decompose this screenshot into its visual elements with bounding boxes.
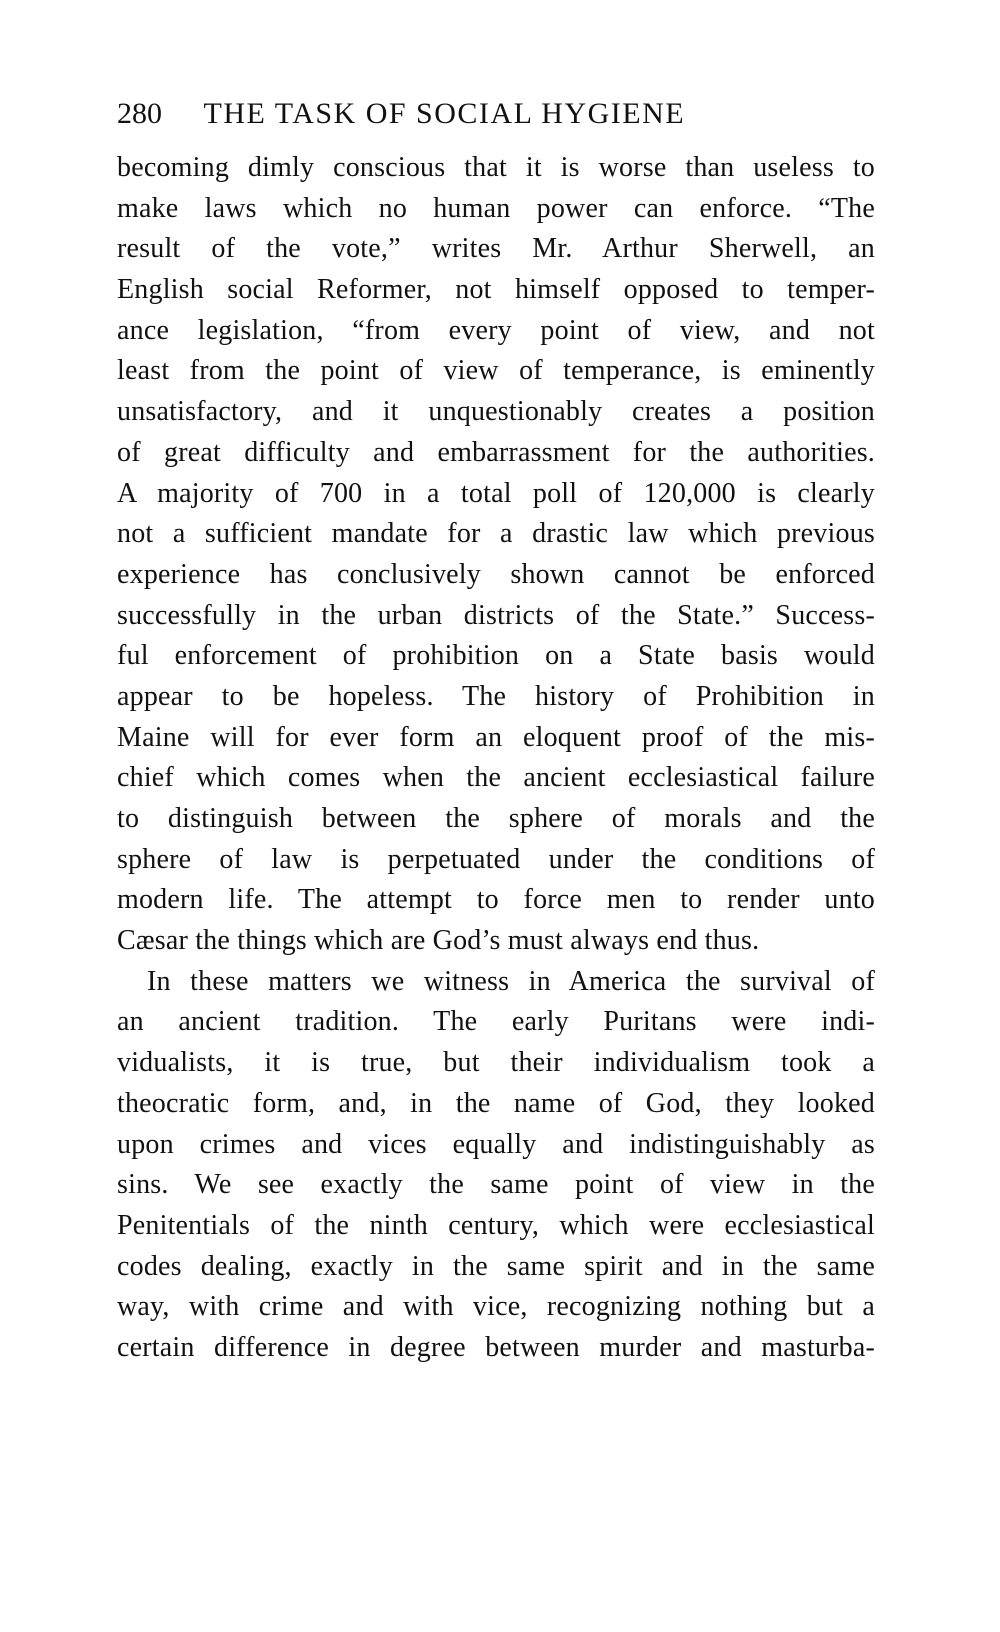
body-text [117, 148, 875, 1369]
text-line: Maine will for ever form an eloquent proof of the mis- [117, 721, 875, 753]
text-line: upon crimes and vices equally and indistinguishably as [117, 1128, 875, 1160]
text-line: certain difference in degree between murder and masturba- [117, 1331, 875, 1363]
text-line: ful enforcement of prohibition on a State basis would [117, 640, 875, 672]
text-line: sphere of law is perpetuated under the conditions of [117, 843, 875, 875]
text-line: Penitentials of the ninth century, which were ecclesiastical [117, 1209, 875, 1241]
paragraph-2 [117, 962, 875, 1369]
text-line: to distinguish between the sphere of morals and the [117, 803, 875, 834]
text-line: an ancient tradition. The early Puritans were indi- [117, 1006, 875, 1038]
text-line: A majority of 700 in a total poll of 120,000 is clearly [117, 477, 875, 509]
text-line: unsatisfactory, and it unquestionably creates a position [117, 396, 875, 428]
text-line: make laws which no human power can enforce. “The [117, 192, 875, 224]
text-line: chief which comes when the ancient ecclesiastical failure [117, 762, 875, 794]
text-line: not a sufficient mandate for a drastic law which previous [117, 518, 875, 550]
running-title: THE TASK OF SOCIAL HYGIENE [203, 97, 686, 130]
page-number: 280 [117, 97, 162, 130]
text-line: becoming dimly conscious that it is worse than useless to [117, 152, 875, 183]
text-line: experience has conclusively shown cannot be enforced [117, 558, 875, 590]
text-line: sins. We see exactly the same point of view in the [117, 1169, 875, 1201]
text-line: vidualists, it is true, but their individualism took a [117, 1047, 875, 1079]
running-head [117, 92, 877, 136]
text-line: modern life. The attempt to force men to render unto [117, 884, 875, 916]
paragraph-1 [117, 148, 875, 962]
text-line: way, with crime and with vice, recognizing nothing but a [117, 1291, 875, 1323]
text-line: successfully in the urban districts of the State.” Success- [117, 599, 875, 631]
text-line: Cæsar the things which are God’s must always end thus. [117, 925, 760, 957]
text-line: In these matters we witness in America the survival of [147, 965, 875, 997]
text-line: theocratic form, and, in the name of God, they looked [117, 1087, 875, 1119]
text-line: codes dealing, exactly in the same spirit and in the same [117, 1250, 875, 1282]
text-line: result of the vote,” writes Mr. Arthur Sherwell, an [117, 233, 875, 265]
text-line: least from the point of view of temperance, is eminently [117, 355, 875, 387]
text-line: ance legislation, “from every point of view, and not [117, 314, 875, 346]
text-line: English social Reformer, not himself opposed to temper- [117, 274, 875, 306]
text-line: of great difficulty and embarrassment for the authorities. [117, 436, 875, 468]
text-line: appear to be hopeless. The history of Prohibition in [117, 680, 875, 712]
